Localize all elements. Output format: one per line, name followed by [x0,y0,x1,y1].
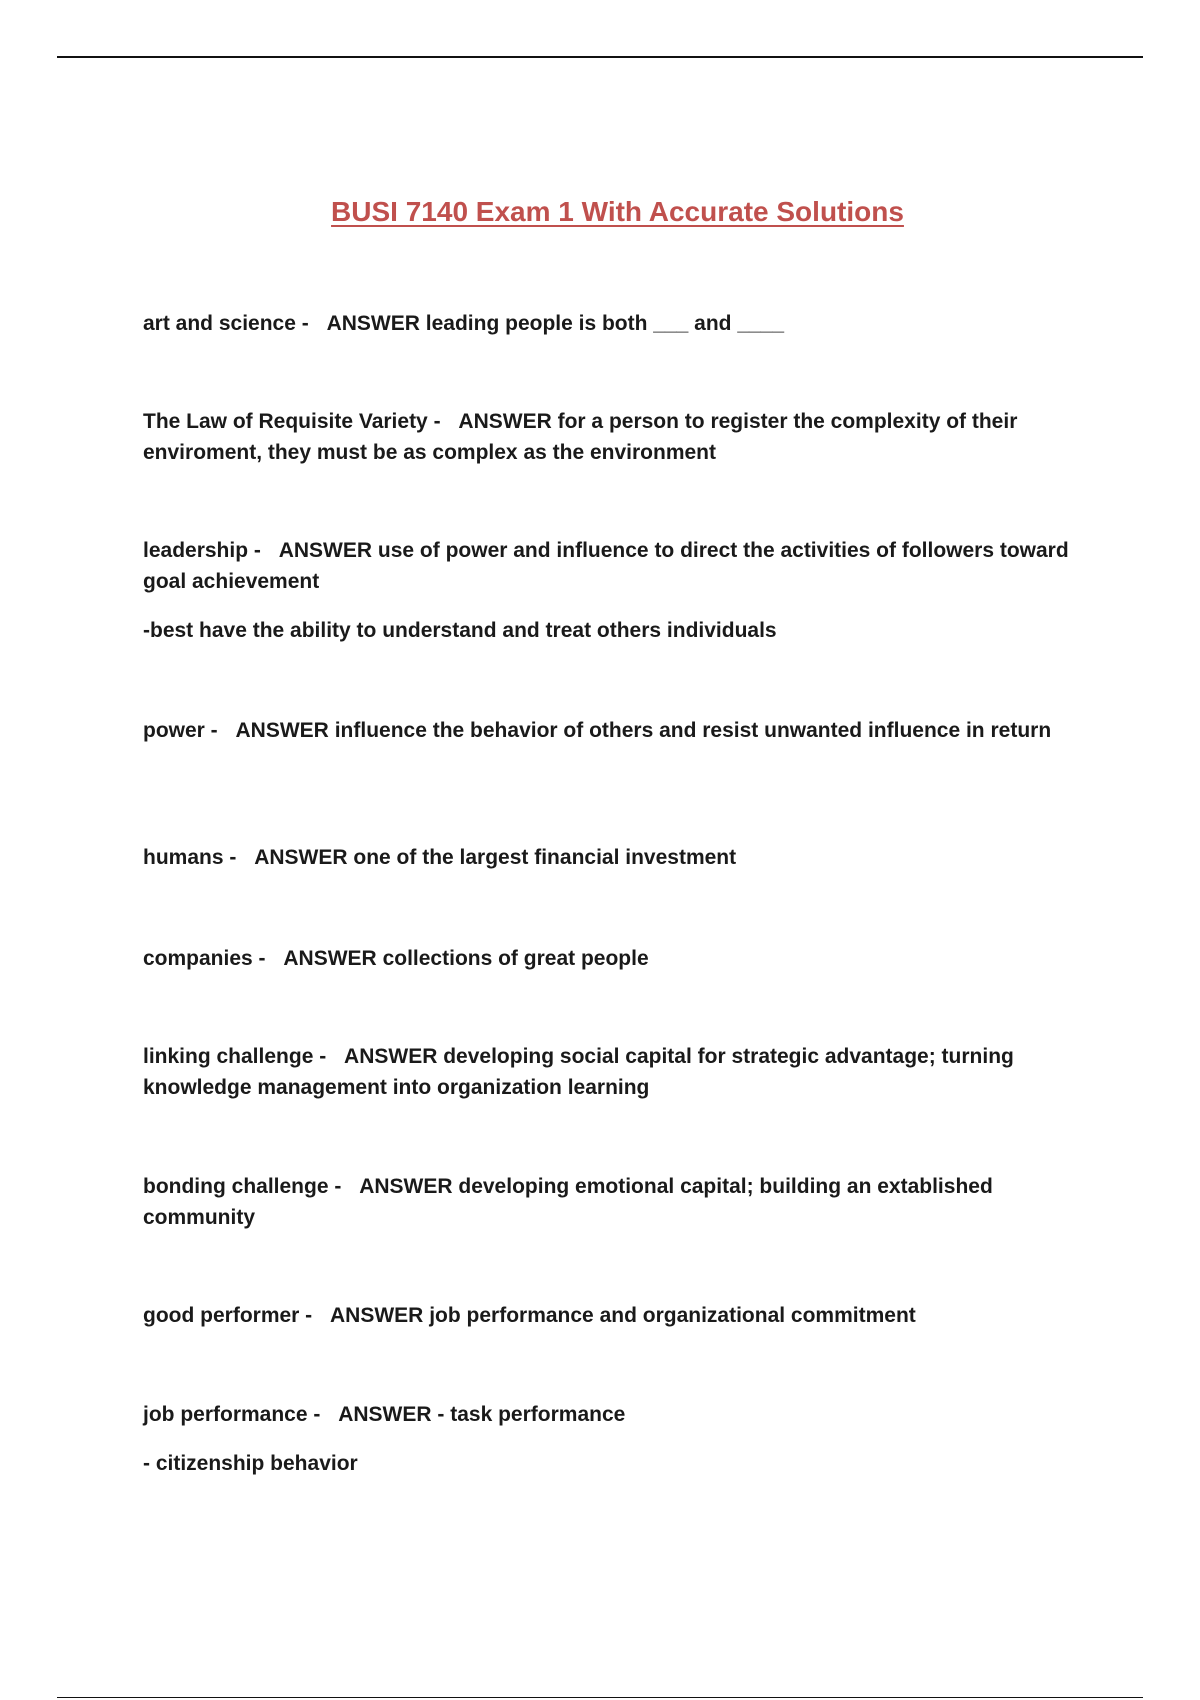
answer-label: ANSWER [235,719,329,742]
entry-term: power [143,719,205,742]
qa-entry: linking challenge - ANSWER developing social capital for strategic advantage; turning knowledge management into organization learning [143,1045,1014,1099]
answer-label: ANSWER [326,312,420,335]
qa-entry: power - ANSWER influence the behavior of others and resist unwanted influence in return [143,719,1052,742]
entry-answer: influence the behavior of others and resist unwanted influence in return [334,719,1052,742]
entry-answer: collections of great people [382,947,649,970]
qa-entry: art and science - ANSWER leading people is both ___ and ____ [143,312,785,335]
qa-entry: companies - ANSWER collections of great people [143,947,649,970]
entry-term: art and science [143,312,296,335]
answer-label: ANSWER [254,846,348,869]
answer-label: ANSWER [338,1403,432,1426]
answer-label: ANSWER [278,539,373,562]
qa-entry: good performer - ANSWER job performance and organizational commitment [143,1304,916,1327]
entry-term: job performance [143,1403,308,1426]
answer-label: ANSWER [330,1304,424,1327]
entry-answer: one of the largest financial investment [353,846,737,869]
entry-answer: for a person to register the complexity of their enviroment, they must be as complex as the environment [143,410,1018,464]
entry-answer: use of power and influence to direct the activities of followers toward goal achievement [143,539,1069,593]
answer-label: ANSWER [283,947,377,970]
entry-term: bonding challenge [143,1175,329,1198]
answer-label: ANSWER [458,410,552,433]
qa-entry: humans - ANSWER one of the largest financial investment [143,846,737,869]
entry-term: companies [143,947,253,970]
entry-answer: job performance and organizational commitment [429,1304,916,1327]
top-rule [57,56,1143,58]
entry-term: The Law of Requisite Variety [143,410,428,433]
qa-entry: bonding challenge - ANSWER developing emotional capital; building an extablished community [143,1175,993,1229]
answer-label: ANSWER [344,1045,438,1068]
entry-answer: - task performance [437,1403,626,1426]
qa-entry: job performance - ANSWER - task performance - citizenship behavior [143,1399,1093,1479]
entry-extra: - citizenship behavior [143,1452,358,1475]
qa-entry: The Law of Requisite Variety - ANSWER for a person to register the complexity of their enviroment, they must be as complex as the environment [143,410,1018,464]
entry-term: humans [143,846,224,869]
document-title: BUSI 7140 Exam 1 With Accurate Solutions [331,196,904,227]
entry-answer: developing social capital for strategic advantage; turning knowledge management into organization learning [143,1045,1014,1099]
entry-answer: developing emotional capital; building an extablished community [143,1175,993,1229]
entry-term: good performer [143,1304,300,1327]
entry-answer: leading people is both ___ and ____ [425,312,785,335]
entry-term: leadership [143,539,249,562]
qa-entry: leadership - ANSWER use of power and influence to direct the activities of followers toward goal achievement -best have the ability to understand and treat others individuals [143,535,1093,646]
answer-label: ANSWER [359,1175,453,1198]
bottom-rule [57,1697,1143,1698]
entry-extra: -best have the ability to understand and treat others individuals [143,619,777,642]
entry-term: linking challenge [143,1045,314,1068]
